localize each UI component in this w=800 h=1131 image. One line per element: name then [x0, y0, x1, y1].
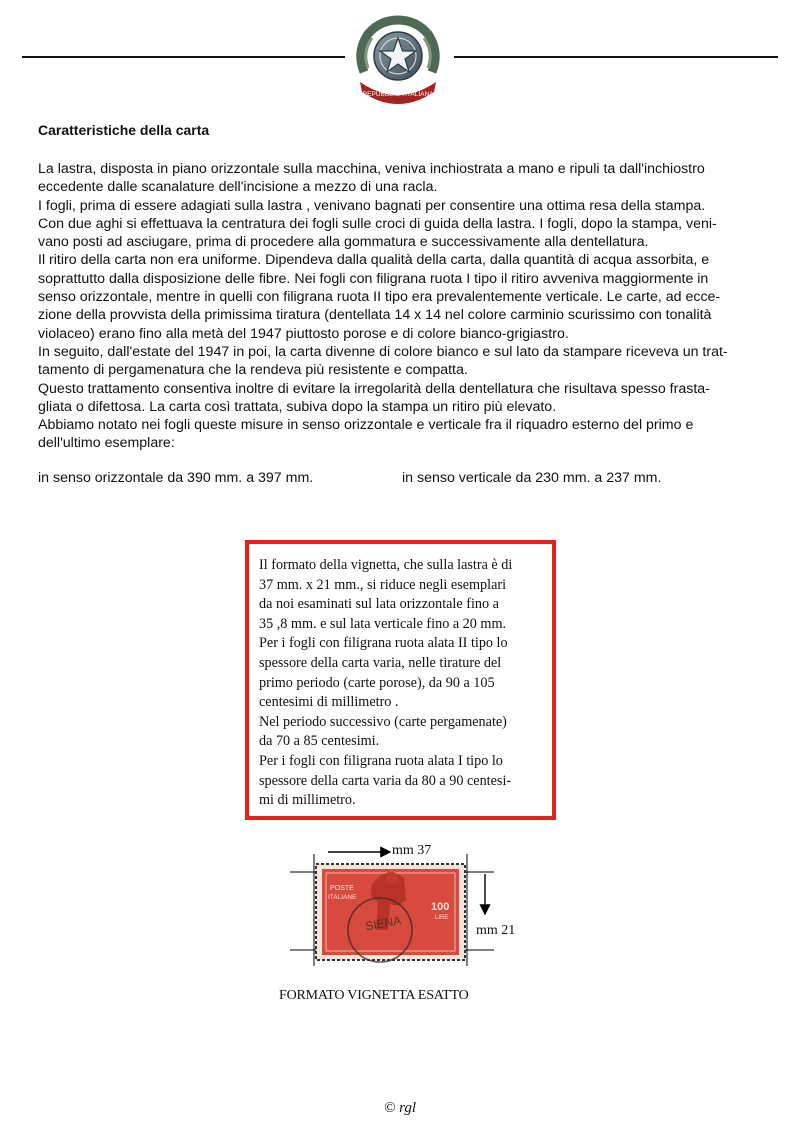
svg-text:100: 100 [431, 901, 450, 913]
body-line: vano posti ad asciugare, prima di procedere alla gommatura e successivamente alla dentellatura. [38, 234, 649, 251]
svg-text:POSTE: POSTE [330, 885, 354, 892]
body-line: Questo trattamento consentiva inoltre di evitare la irregolarità della dentellatura che risultava spesso frasta- [38, 380, 710, 397]
height-dimension-label: mm 21 [476, 923, 516, 938]
note-line: centesimi di millimetro . [259, 694, 399, 711]
note-line: Il formato della vignetta, che sulla lastra è di [259, 557, 513, 573]
body-line: I fogli, prima di essere adagiati sulla lastra , venivano bagnati per consentire una ottima resa della stampa. [38, 197, 706, 214]
body-line: La lastra, disposta in piano orizzontale sulla macchina, veniva inchiostrata a mano e ripuli ta dall'inchiostro [38, 161, 705, 177]
note-line: da 70 a 85 centesimi. [259, 733, 380, 750]
note-line: mi di millimetro. [259, 792, 356, 809]
note-line: spessore della carta varia da 80 a 90 centesi- [259, 772, 512, 789]
body-line: gliata o difettosa. La carta così trattata, subiva dopo la stampa un ritiro più elevato. [38, 398, 557, 415]
header-rule-right [454, 56, 778, 58]
svg-text:ITALIANE: ITALIANE [328, 894, 357, 901]
body-line: eccedente dalle scanalature dell'incisione a mezzo di una racla. [38, 179, 438, 196]
vertical-measure: in senso verticale da 230 mm. a 237 mm. [402, 470, 662, 486]
note-line: da noi esaminati sul lata orizzontale fino a [259, 596, 499, 613]
diagram-caption: FORMATO VIGNETTA ESATTO [279, 988, 469, 1003]
note-line: Nel periodo successivo (carte pergamenate) [259, 713, 507, 730]
note-line: spessore della carta varia, nelle tirature del [259, 654, 502, 671]
note-line: Per i fogli con filigrana ruota alata I tipo lo [259, 752, 503, 769]
body-line: Abbiamo notato nei fogli queste misure in senso orizzontale e verticale fra il riquadro esterno del primo e [38, 417, 694, 434]
note-line: primo periodo (carte porose), da 90 a 105 [259, 674, 495, 691]
note-text [259, 556, 551, 811]
horizontal-measure: in senso orizzontale da 390 mm. a 397 mm. [38, 470, 314, 486]
body-line: senso orizzontale, mentre in quelli con filigrana ruota II tipo era prevalentemente verticale. Le carte, ad ecce- [38, 289, 721, 306]
stamp-image [316, 864, 465, 962]
page-heading: Caratteristiche della carta [38, 122, 210, 138]
body-line: Con due aghi si effettuava la centratura dei fogli sulle croci di guida della lastra. I fogli, dopo la stampa, veni- [38, 215, 717, 232]
note-line: 35 ,8 mm. e sul lata verticale fino a 20 mm. [259, 615, 507, 632]
width-dimension-label: mm 37 [392, 843, 432, 858]
emblem-ribbon-text: REPUBBLICA ITALIANA [362, 91, 434, 98]
body-line: violaceo) erano fino alla metà del 1947 piuttosto porose e di colore bianco-grigiastro. [38, 325, 569, 342]
copyright-footer: © rgl [383, 1100, 417, 1116]
svg-text:SIENA: SIENA [364, 913, 403, 934]
svg-text:LIRE: LIRE [435, 915, 449, 921]
vignette-note-box [245, 540, 556, 820]
header-rule-left [22, 56, 345, 58]
body-line: soprattutto dalla disposizione delle fibre. Nei fogli con filigrana ruota I tipo il ritiro avveniva maggiormente in [38, 270, 709, 287]
note-line: 37 mm. x 21 mm., si riduce negli esemplari [259, 576, 507, 593]
body-line: dell'ultimo esemplare: [38, 435, 175, 452]
body-line: Il ritiro della carta non era uniforme. Dipendeva dalla qualità della carta, dalla quantità di acqua assorbita, e [38, 252, 710, 269]
measures-line [38, 470, 768, 489]
body-paragraphs [38, 160, 768, 453]
body-line: zione della provvista della primissima tiratura (dentellata 14 x 14 nel colore carminio scurissimo con tonalità [38, 307, 712, 324]
body-line: In seguito, dall'estate del 1947 in poi, la carta divenne di colore bianco e sul lato da stampare riceveva un trat- [38, 343, 728, 360]
note-line: Per i fogli con filigrana ruota alata II tipo lo [259, 635, 508, 652]
italian-republic-emblem-icon [350, 12, 446, 108]
body-line: tamento di pergamenatura che la rendeva più resistente e compatta. [38, 362, 468, 379]
